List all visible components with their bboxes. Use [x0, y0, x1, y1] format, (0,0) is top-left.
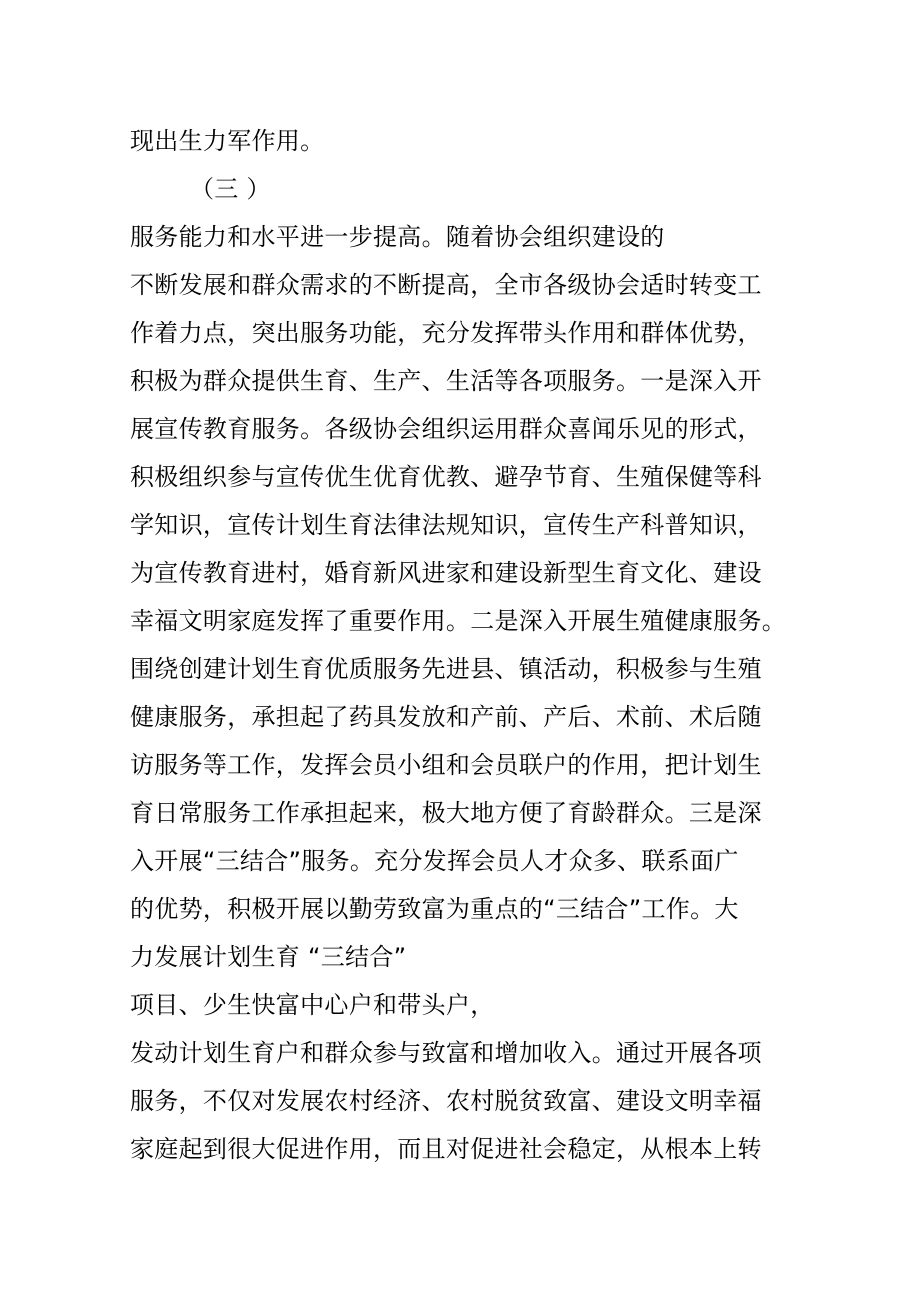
text-line: 学知识，宣传计划生育法律法规知识，宣传生产科普知识，	[130, 511, 762, 539]
text-line: 家庭起到很大促进作用，而且对促进社会稳定，从根本上转	[130, 1135, 762, 1163]
text-line: 积极为群众提供生育、生产、生活等各项服务。一是深入开	[130, 367, 762, 395]
text-line: 服务，不仅对发展农村经济、农村脱贫致富、建设文明幸福	[130, 1087, 762, 1115]
text-line: 力发展计划生育 “三结合”	[130, 943, 407, 971]
text-line: 幸福文明家庭发挥了重要作用。二是深入开展生殖健康服务。	[130, 607, 787, 635]
text-line: 服务能力和水平进一步提高。随着协会组织建设的	[130, 223, 665, 251]
text-line: 入开展“三结合”服务。充分发挥会员人才众多、联系面广	[130, 847, 739, 875]
text-line: 积极组织参与宣传优生优育优教、避孕节育、生殖保健等科	[130, 463, 762, 491]
text-line: 育日常服务工作承担起来，极大地方便了育龄群众。三是深	[130, 799, 762, 827]
text-line: 为宣传教育进村，婚育新风进家和建设新型生育文化、建设	[130, 559, 762, 587]
text-line: 展宣传教育服务。各级协会组织运用群众喜闻乐见的形式，	[130, 415, 762, 443]
text-line: 的优势，积极开展以勤劳致富为重点的“三结合”工作。大	[130, 895, 739, 923]
section-heading: （三 ）	[190, 175, 271, 203]
text-line: 围绕创建计划生育优质服务先进县、镇活动，积极参与生殖	[130, 655, 762, 683]
text-line: 项目、少生快富中心户和带头户，	[130, 991, 495, 1019]
text-line: 访服务等工作，发挥会员小组和会员联户的作用，把计划生	[130, 751, 762, 779]
text-line: 不断发展和群众需求的不断提高，全市各级协会适时转变工	[130, 271, 762, 299]
text-line: 健康服务，承担起了药具发放和产前、产后、术前、术后随	[130, 703, 762, 731]
text-line: 作着力点，突出服务功能，充分发挥带头作用和群体优势，	[130, 319, 762, 347]
text-line: 现出生力军作用。	[130, 127, 325, 155]
text-line: 发动计划生育户和群众参与致富和增加收入。通过开展各项	[130, 1039, 762, 1067]
